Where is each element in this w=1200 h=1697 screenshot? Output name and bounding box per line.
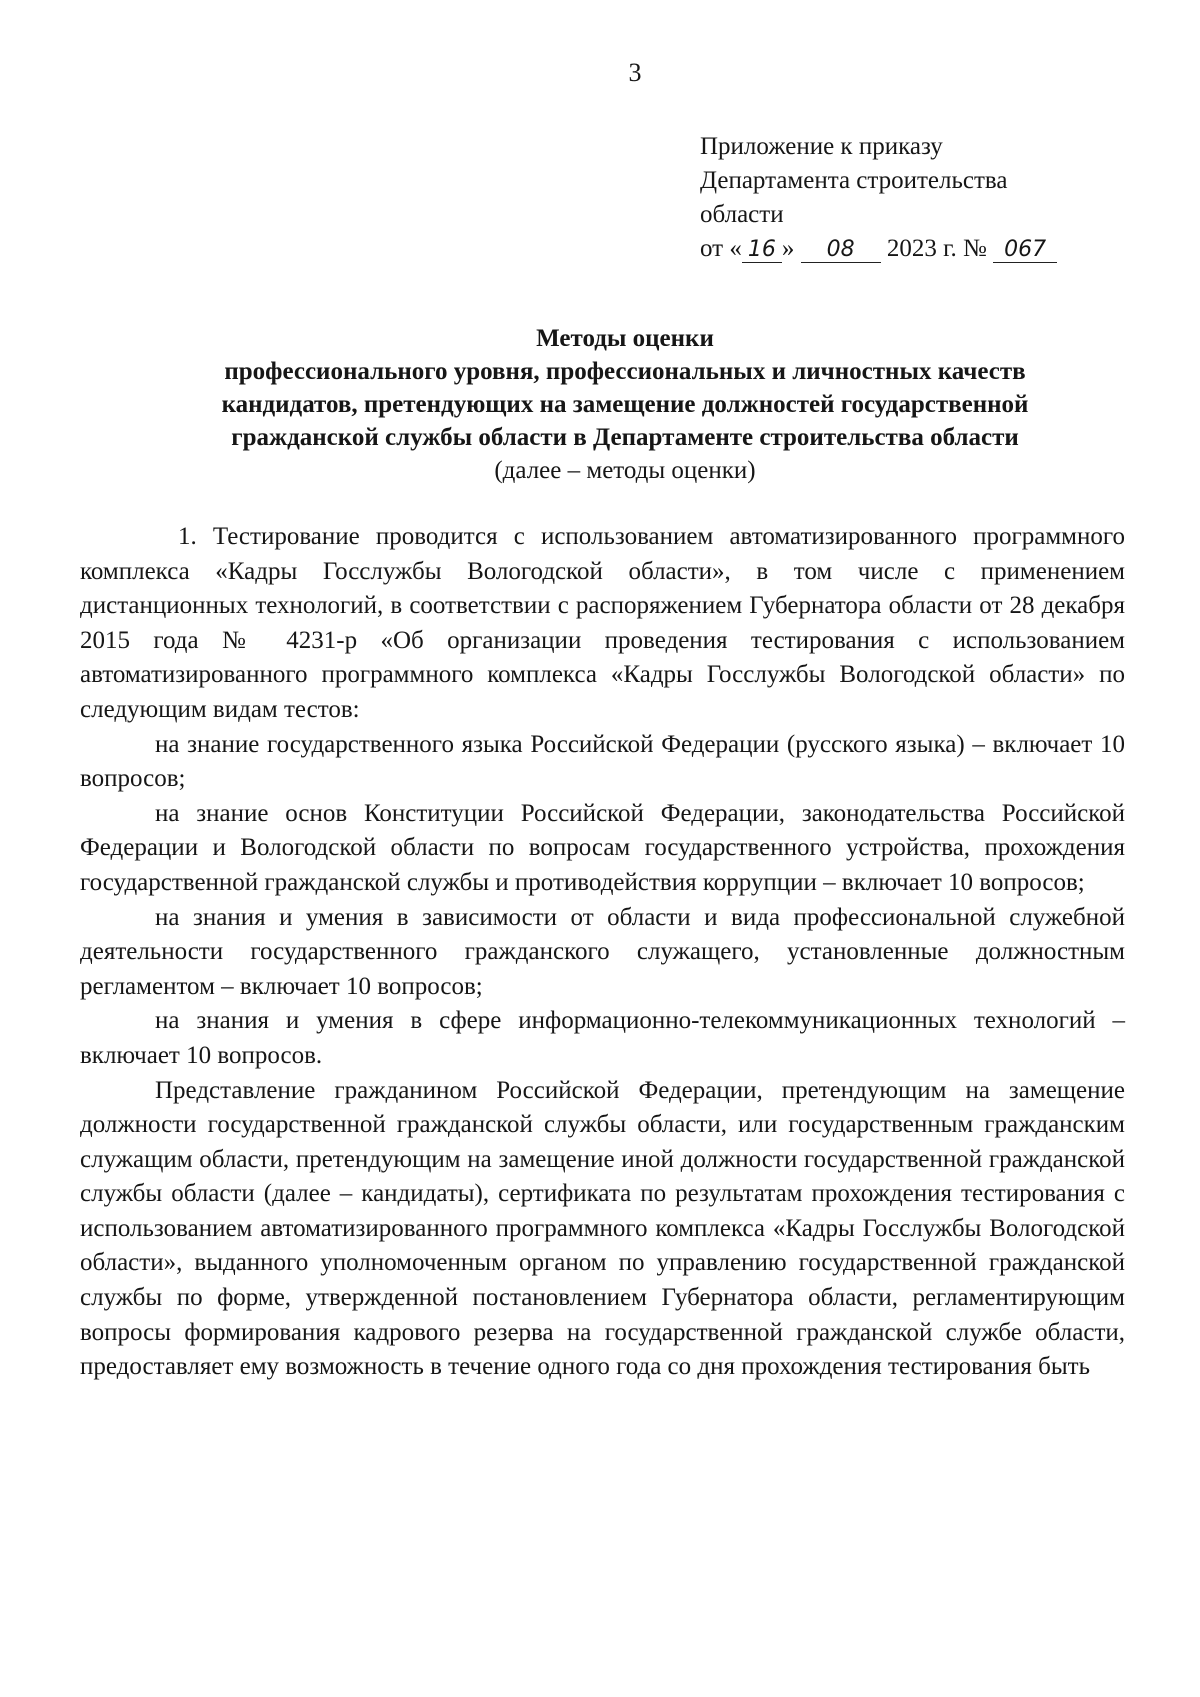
handwritten-order-number: 067 — [993, 238, 1057, 263]
paragraph-2: на знание государственного языка Российской Федерации (русского языка) – включает 10 вопросов; — [80, 730, 1125, 793]
document-title — [120, 322, 1130, 487]
title-subtitle: (далее – методы оценки) — [494, 457, 756, 484]
appendix-line-2: Департамента строительства — [700, 167, 1008, 194]
appendix-date-line — [700, 232, 1130, 266]
handwritten-day: 16 — [742, 238, 782, 263]
date-mid: » — [781, 235, 795, 262]
page-number: 3 — [628, 58, 642, 87]
paragraph-5: на знания и умения в сфере информационно-телекоммуникационных технологий – включает 10 вопросов. — [80, 1007, 1125, 1069]
date-year: 2023 г. № — [886, 235, 987, 262]
handwritten-month: 08 — [801, 238, 881, 263]
title-line-1: Методы оценки — [536, 325, 714, 352]
paragraph-1: 1. Тестирование проводится с использованием автоматизированного программного комплекса «Кадры Госслужбы Вологодской области», в том числе с применением дистанционных технологий, в соответствии с распоряжением Губернатора области от 28 декабря 2015 года № 4231-р «Об организации проведения тестирования с использованием автоматизированного программного комплекса «Кадры Госслужбы Вологодской области» по следующим видам тестов: — [80, 523, 1125, 723]
appendix-line-3: области — [700, 201, 784, 228]
appendix-line-1: Приложение к приказу — [700, 133, 943, 160]
title-line-4: гражданской службы области в Департаменте строительства области — [231, 424, 1019, 451]
appendix-header — [700, 130, 1130, 266]
title-line-2: профессионального уровня, профессиональных и личностных качеств — [224, 358, 1026, 385]
date-prefix: от « — [700, 235, 742, 262]
paragraph-3: на знание основ Конституции Российской Федерации, законодательства Российской Федерации и Вологодской области по вопросам государственного устройства, прохождения государственной гражданской службы и противодействия коррупции – включает 10 вопросов; — [80, 799, 1125, 896]
paragraph-6: Представление гражданином Российской Федерации, претендующим на замещение должности государственной гражданской службы области, или государственным гражданским служащим области, претендующим на замещение иной должности государственной гражданской службы области (далее – кандидаты), сертификата по результатам прохождения тестирования с использованием автоматизированного программного комплекса «Кадры Госслужбы Вологодской области», выданного уполномоченным органом по управлению государственной гражданской службы по форме, утвержденной постановлением Губернатора области, регламентирующим вопросы формирования кадрового резерва на государственной гражданской службе области, предоставляет ему возможность в течение одного года со дня прохождения тестирования быть — [80, 1076, 1125, 1381]
paragraph-4: на знания и умения в зависимости от области и вида профессиональной служебной деятельности государственного гражданского служащего, установленные должностным регламентом – включает 10 вопросов; — [80, 903, 1125, 1000]
document-body — [80, 520, 1125, 1385]
title-line-3: кандидатов, претендующих на замещение должностей государственной — [221, 391, 1029, 418]
